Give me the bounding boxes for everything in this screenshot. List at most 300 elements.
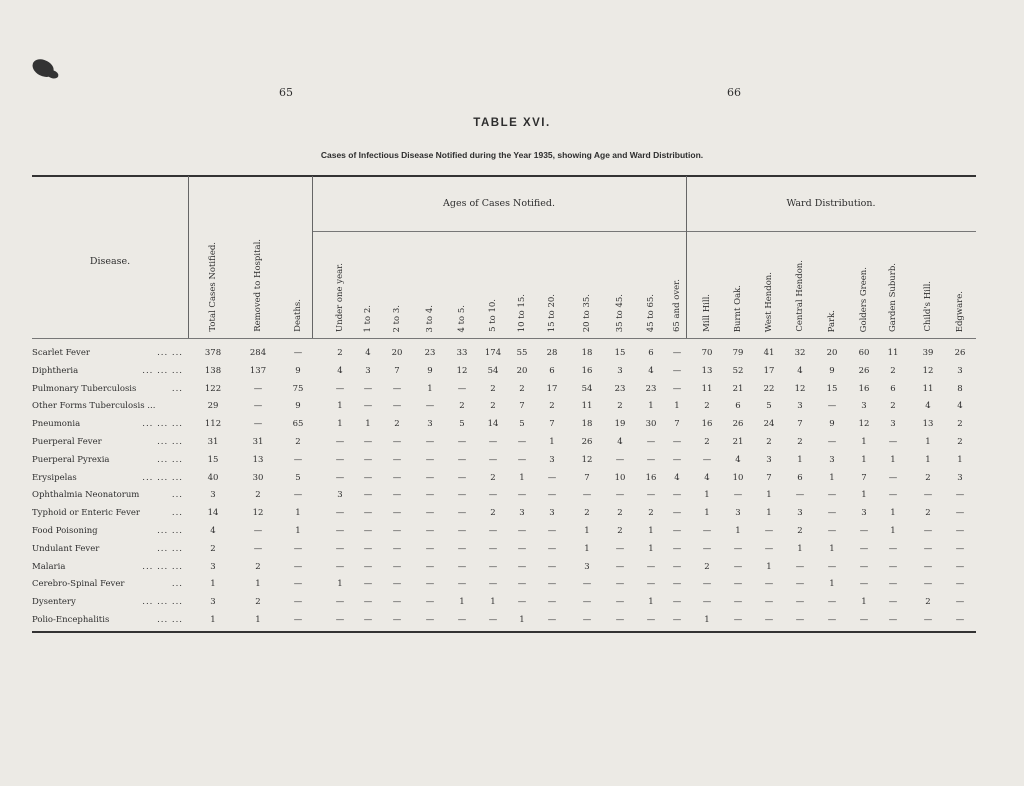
table-cell: —: [363, 561, 373, 572]
table-cell: 9: [427, 365, 433, 376]
row-leader-dots: ... ... ...: [142, 561, 183, 572]
table-cell: —: [955, 543, 965, 554]
table-cell: 26: [858, 365, 870, 376]
table-cell: —: [363, 543, 373, 554]
table-cell: —: [363, 597, 373, 608]
table-cell: 30: [645, 419, 657, 430]
table-cell: 1: [255, 579, 261, 590]
table-cell: —: [425, 490, 435, 501]
table-cell: 1: [584, 526, 590, 536]
table-cell: —: [425, 615, 435, 625]
table-cell: —: [425, 561, 435, 572]
column-header-mill-hill: Mill Hill.: [702, 294, 712, 332]
row-label-pneumonia: Pneumonia: [32, 419, 81, 430]
table-cell: 5: [766, 401, 772, 412]
table-cell: —: [733, 597, 743, 608]
table-cell: —: [335, 508, 345, 519]
table-cell: —: [955, 579, 965, 590]
table-cell: —: [955, 508, 965, 519]
column-header-45-to-65: 45 to 65.: [646, 293, 656, 332]
table-cell: —: [702, 579, 712, 590]
table-cell: 9: [829, 365, 835, 376]
table-cell: 1: [797, 454, 803, 465]
table-cell: —: [457, 490, 467, 501]
table-cell: 3: [549, 508, 555, 519]
table-cell: —: [827, 437, 837, 447]
table-cell: —: [425, 597, 435, 608]
table-cell: 2: [766, 437, 772, 447]
table-cell: 15: [207, 454, 219, 465]
row-label-puerperal-fever: Puerperal Fever: [32, 437, 102, 447]
table-cell: —: [764, 526, 774, 536]
table-cell: —: [293, 490, 303, 501]
table-cell: 15: [826, 383, 838, 394]
table-cell: —: [547, 526, 557, 536]
table-cell: 6: [735, 401, 741, 412]
table-cell: 2: [617, 526, 623, 536]
row-label-typhoid-or-enteric-fever: Typhoid or Enteric Fever: [32, 508, 140, 519]
bottom-rule: [32, 631, 976, 633]
table-cell: —: [646, 561, 656, 572]
table-cell: 4: [957, 401, 963, 412]
table-cell: 1: [337, 419, 343, 430]
column-header-garden-suburb: Garden Suburb.: [888, 263, 898, 332]
table-cell: 1: [829, 472, 835, 483]
table-cell: 1: [861, 597, 867, 608]
table-cell: 9: [829, 419, 835, 430]
table-cell: —: [702, 597, 712, 608]
page-number-left: 65: [279, 86, 293, 99]
table-cell: 20: [516, 365, 528, 376]
table-cell: —: [392, 454, 402, 465]
table-cell: 23: [614, 383, 626, 394]
table-cell: 3: [365, 365, 371, 376]
page-number-right: 66: [727, 86, 741, 99]
row-label-ophthalmia-neonatorum: Ophthalmia Neonatorum: [32, 490, 140, 501]
table-cell: 3: [829, 454, 835, 465]
table-cell: 6: [549, 365, 555, 376]
table-cell: 22: [763, 383, 775, 394]
table-cell: 41: [763, 348, 775, 358]
table-cell: —: [672, 508, 682, 519]
table-cell: 54: [581, 383, 593, 394]
table-cell: 12: [794, 383, 806, 394]
row-label-cerebro-spinal-fever: Cerebro-Spinal Fever: [32, 579, 125, 590]
table-cell: —: [547, 472, 557, 483]
column-header-1-to-2: 1 to 2.: [363, 304, 373, 332]
table-cell: 4: [797, 365, 803, 376]
table-cell: 1: [890, 526, 896, 536]
table-cell: —: [888, 543, 898, 554]
table-cell: 2: [617, 401, 623, 412]
table-cell: —: [392, 383, 402, 394]
table-cell: —: [253, 383, 263, 394]
table-cell: —: [888, 437, 898, 447]
table-cell: 112: [204, 419, 222, 430]
row-leader-dots: ... ... ...: [142, 419, 183, 430]
table-cell: —: [457, 561, 467, 572]
table-cell: 4: [210, 526, 216, 536]
table-cell: —: [733, 579, 743, 590]
table-cell: 122: [204, 383, 222, 394]
table-cell: 9: [295, 365, 301, 376]
table-cell: —: [457, 579, 467, 590]
table-cell: —: [488, 526, 498, 536]
table-cell: 1: [648, 401, 654, 412]
table-cell: —: [547, 561, 557, 572]
table-cell: 13: [922, 419, 934, 430]
table-cell: 2: [255, 597, 261, 608]
table-cell: —: [392, 437, 402, 447]
table-cell: —: [672, 437, 682, 447]
table-cell: —: [582, 597, 592, 608]
header-ages-group: Ages of Cases Notified.: [443, 198, 555, 209]
table-cell: 2: [957, 437, 963, 447]
table-cell: 65: [292, 419, 304, 430]
table-cell: 3: [210, 561, 216, 572]
table-cell: 23: [424, 348, 436, 358]
table-cell: —: [582, 490, 592, 501]
table-cell: 7: [674, 419, 680, 430]
table-cell: —: [425, 508, 435, 519]
divider-disease: [188, 176, 189, 338]
table-cell: —: [335, 543, 345, 554]
table-cell: —: [923, 490, 933, 501]
table-cell: —: [615, 454, 625, 465]
table-cell: 138: [204, 365, 222, 376]
row-leader-dots: ... ... ...: [142, 472, 183, 483]
table-cell: —: [888, 472, 898, 483]
column-header-west-hendon: West Hendon.: [764, 271, 774, 332]
table-cell: —: [672, 365, 682, 376]
table-cell: —: [517, 454, 527, 465]
table-cell: 137: [249, 365, 267, 376]
table-cell: 70: [701, 348, 713, 358]
table-cell: —: [859, 579, 869, 590]
table-cell: 7: [797, 419, 803, 430]
table-cell: 1: [925, 437, 931, 447]
table-cell: —: [457, 472, 467, 483]
subgroup-rule: [312, 231, 976, 232]
table-cell: 2: [890, 401, 896, 412]
table-cell: 4: [674, 472, 680, 483]
table-cell: —: [672, 526, 682, 536]
header-disease: Disease.: [89, 256, 131, 267]
table-cell: —: [392, 526, 402, 536]
table-cell: —: [392, 579, 402, 590]
row-leader-dots: ...: [171, 579, 183, 590]
row-label-dysentery: Dysentery: [32, 597, 76, 608]
table-cell: —: [488, 490, 498, 501]
table-cell: 12: [858, 419, 870, 430]
table-cell: 7: [766, 472, 772, 483]
table-cell: 17: [546, 383, 558, 394]
table-cell: —: [582, 615, 592, 625]
table-cell: 21: [732, 437, 744, 447]
row-label-other-forms-tuberculosis: Other Forms Tuberculosis ...: [32, 401, 156, 412]
table-cell: 4: [648, 365, 654, 376]
table-cell: —: [795, 490, 805, 501]
table-cell: 6: [797, 472, 803, 483]
table-cell: 2: [394, 419, 400, 430]
table-cell: —: [488, 543, 498, 554]
table-cell: 3: [427, 419, 433, 430]
table-cell: —: [547, 543, 557, 554]
table-cell: —: [335, 526, 345, 536]
row-label-erysipelas: Erysipelas: [32, 472, 77, 483]
table-cell: —: [547, 615, 557, 625]
table-cell: —: [733, 561, 743, 572]
table-cell: 16: [858, 383, 870, 394]
table-cell: 3: [735, 508, 741, 519]
table-cell: 16: [581, 365, 593, 376]
table-cell: 1: [890, 454, 896, 465]
table-cell: 19: [614, 419, 626, 430]
table-title: TABLE XVI.: [473, 117, 551, 129]
table-cell: 1: [337, 579, 343, 590]
table-cell: —: [646, 615, 656, 625]
table-cell: 20: [826, 348, 838, 358]
column-header-total-cases-notified: Total Cases Notified.: [208, 242, 218, 332]
column-header-under-one-year: Under one year.: [335, 263, 345, 332]
table-cell: 1: [797, 543, 803, 554]
table-cell: 20: [391, 348, 403, 358]
table-cell: —: [335, 561, 345, 572]
table-cell: 7: [519, 401, 525, 412]
table-cell: 2: [704, 401, 710, 412]
row-leader-dots: ... ...: [157, 543, 183, 554]
table-cell: —: [827, 615, 837, 625]
table-cell: 3: [957, 365, 963, 376]
table-cell: 18: [581, 348, 593, 358]
table-cell: 2: [890, 365, 896, 376]
table-cell: 1: [674, 401, 680, 412]
table-cell: 2: [210, 543, 216, 554]
column-header-35-to-45: 35 to 45.: [615, 293, 625, 332]
table-cell: 24: [763, 419, 775, 430]
table-cell: —: [488, 437, 498, 447]
table-cell: —: [457, 526, 467, 536]
row-leader-dots: ... ... ...: [142, 597, 183, 608]
table-cell: 3: [861, 401, 867, 412]
table-cell: 7: [861, 472, 867, 483]
row-leader-dots: ... ...: [157, 615, 183, 625]
table-cell: 1: [766, 490, 772, 501]
table-cell: —: [335, 454, 345, 465]
table-cell: 2: [519, 383, 525, 394]
row-label-pulmonary-tuberculosis: Pulmonary Tuberculosis: [32, 383, 137, 394]
table-cell: —: [517, 597, 527, 608]
table-cell: —: [859, 561, 869, 572]
table-cell: —: [764, 579, 774, 590]
table-cell: 1: [459, 597, 465, 608]
table-cell: —: [425, 543, 435, 554]
table-cell: —: [253, 401, 263, 412]
table-cell: —: [672, 454, 682, 465]
column-header-10-to-15: 10 to 15.: [517, 293, 527, 332]
table-cell: 2: [490, 508, 496, 519]
table-cell: 2: [704, 561, 710, 572]
table-cell: —: [888, 615, 898, 625]
top-rule: [32, 175, 976, 177]
table-cell: —: [672, 383, 682, 394]
table-cell: 3: [519, 508, 525, 519]
table-cell: —: [457, 383, 467, 394]
table-cell: —: [672, 561, 682, 572]
table-cell: —: [517, 526, 527, 536]
table-cell: 12: [456, 365, 468, 376]
table-cell: —: [955, 615, 965, 625]
table-cell: —: [363, 454, 373, 465]
table-cell: 55: [516, 348, 528, 358]
table-cell: 3: [549, 454, 555, 465]
table-cell: 1: [704, 615, 710, 625]
row-label-malaria: Malaria: [32, 561, 66, 572]
table-cell: 2: [617, 508, 623, 519]
table-cell: 1: [829, 543, 835, 554]
table-cell: —: [923, 561, 933, 572]
table-cell: —: [615, 490, 625, 501]
table-cell: 1: [766, 508, 772, 519]
row-label-scarlet-fever: Scarlet Fever: [32, 348, 90, 358]
table-cell: 12: [922, 365, 934, 376]
table-cell: —: [646, 579, 656, 590]
table-cell: 4: [735, 454, 741, 465]
table-cell: —: [457, 543, 467, 554]
table-cell: 1: [295, 508, 301, 519]
row-label-polio-encephalitis: Polio-Encephalitis: [32, 615, 110, 625]
table-cell: 4: [337, 365, 343, 376]
table-cell: 1: [861, 437, 867, 447]
table-cell: —: [827, 401, 837, 412]
table-cell: —: [425, 401, 435, 412]
table-cell: 2: [584, 508, 590, 519]
column-header-burnt-oak: Burnt Oak.: [733, 284, 743, 332]
table-cell: 60: [858, 348, 870, 358]
table-cell: —: [425, 454, 435, 465]
column-header-5-to-10: 5 to 10.: [488, 299, 498, 332]
table-cell: 2: [295, 437, 301, 447]
header-ward-group: Ward Distribution.: [786, 198, 876, 209]
row-leader-dots: ... ...: [157, 526, 183, 536]
column-header-removed-to-hospital: Removed to Hospital.: [253, 239, 263, 332]
table-cell: —: [923, 579, 933, 590]
table-cell: —: [363, 401, 373, 412]
table-cell: 11: [581, 401, 593, 412]
table-cell: —: [733, 615, 743, 625]
column-header-3-to-4: 3 to 4.: [425, 304, 435, 332]
column-header-20-to-35: 20 to 35.: [582, 293, 592, 332]
table-cell: —: [955, 597, 965, 608]
table-cell: —: [702, 526, 712, 536]
table-cell: —: [392, 472, 402, 483]
table-cell: 3: [210, 597, 216, 608]
table-cell: —: [392, 401, 402, 412]
table-cell: —: [547, 597, 557, 608]
table-cell: 54: [487, 365, 499, 376]
table-cell: 1: [648, 526, 654, 536]
table-cell: 7: [549, 419, 555, 430]
table-cell: 2: [925, 472, 931, 483]
table-cell: —: [827, 526, 837, 536]
header-bottom-rule: [32, 338, 976, 339]
table-cell: 31: [252, 437, 264, 447]
row-label-food-poisoning: Food Poisoning: [32, 526, 98, 536]
table-cell: —: [293, 454, 303, 465]
table-cell: 26: [954, 348, 966, 358]
row-leader-dots: ... ...: [157, 437, 183, 447]
table-cell: —: [425, 526, 435, 536]
column-header-golders-green: Golders Green.: [859, 266, 869, 332]
table-cell: —: [425, 437, 435, 447]
table-cell: —: [764, 543, 774, 554]
table-cell: 14: [207, 508, 219, 519]
table-cell: 2: [797, 437, 803, 447]
table-cell: 4: [365, 348, 371, 358]
table-cell: 1: [735, 526, 741, 536]
table-cell: —: [363, 526, 373, 536]
table-cell: 3: [584, 561, 590, 572]
table-cell: —: [764, 597, 774, 608]
table-cell: —: [425, 579, 435, 590]
row-label-undulant-fever: Undulant Fever: [32, 543, 100, 554]
table-cell: —: [547, 490, 557, 501]
table-cell: —: [517, 437, 527, 447]
table-cell: 1: [365, 419, 371, 430]
table-cell: —: [517, 579, 527, 590]
table-cell: 2: [337, 348, 343, 358]
table-cell: 2: [255, 561, 261, 572]
table-cell: 3: [797, 508, 803, 519]
table-cell: —: [457, 508, 467, 519]
table-cell: 1: [861, 490, 867, 501]
table-cell: 15: [614, 348, 626, 358]
table-cell: 5: [459, 419, 465, 430]
table-cell: —: [457, 615, 467, 625]
table-cell: —: [923, 526, 933, 536]
column-header-15-to-20: 15 to 20.: [547, 293, 557, 332]
column-header-deaths: Deaths.: [293, 299, 303, 332]
table-cell: 5: [519, 419, 525, 430]
table-cell: —: [646, 454, 656, 465]
table-cell: —: [363, 508, 373, 519]
table-cell: 3: [766, 454, 772, 465]
table-cell: 1: [490, 597, 496, 608]
table-cell: 1: [925, 454, 931, 465]
table-cell: 13: [252, 454, 264, 465]
table-cell: —: [392, 561, 402, 572]
table-cell: —: [392, 615, 402, 625]
table-cell: —: [517, 543, 527, 554]
table-cell: 21: [732, 383, 744, 394]
table-cell: 7: [394, 365, 400, 376]
table-cell: —: [363, 615, 373, 625]
row-label-puerperal-pyrexia: Puerperal Pyrexia: [32, 454, 110, 465]
table-cell: —: [547, 579, 557, 590]
table-cell: 23: [645, 383, 657, 394]
column-header-4-to-5: 4 to 5.: [457, 304, 467, 332]
table-cell: —: [293, 543, 303, 554]
table-cell: —: [764, 615, 774, 625]
table-cell: 2: [255, 490, 261, 501]
table-cell: —: [827, 490, 837, 501]
table-cell: 1: [427, 383, 433, 394]
table-cell: 1: [648, 543, 654, 554]
table-cell: 4: [704, 472, 710, 483]
table-cell: —: [646, 437, 656, 447]
table-cell: 3: [861, 508, 867, 519]
table-cell: —: [335, 437, 345, 447]
